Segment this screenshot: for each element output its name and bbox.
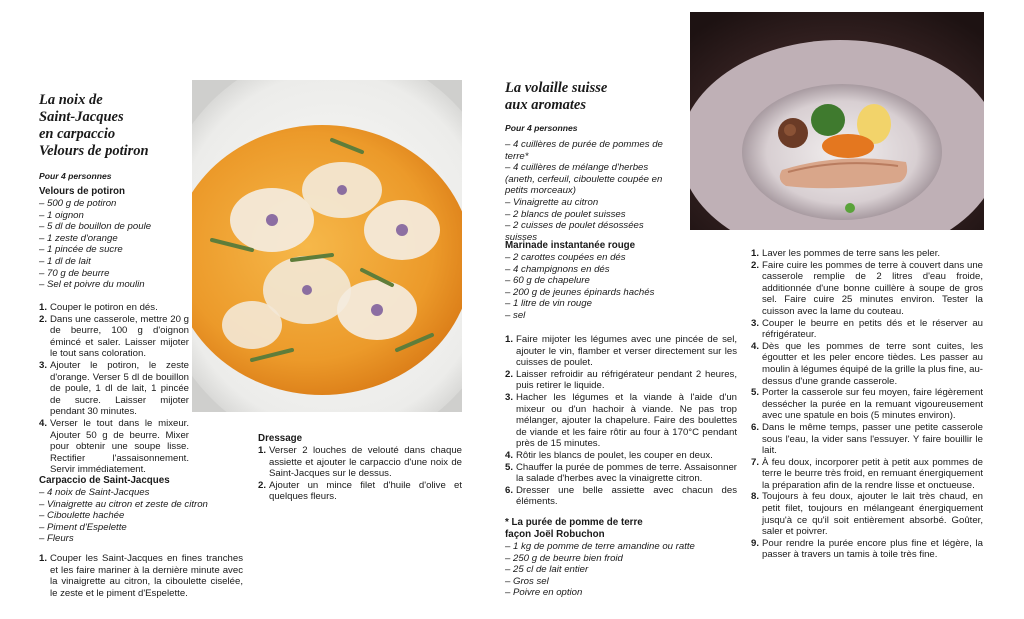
right-serves: Pour 4 personnes <box>505 123 578 133</box>
velours-steps <box>39 302 189 476</box>
dressage-steps <box>258 445 462 503</box>
carpaccio-heading: Carpaccio de Saint-Jacques <box>39 475 170 486</box>
puree-section <box>505 517 737 599</box>
list-item: 2. Dans une casserole, mettre 20 g de beurre, 100 g d'oignon émincé et saler. Laisser mijoter le tout sans coloration. <box>39 313 189 360</box>
list-item: – Gros sel <box>505 576 737 588</box>
carpaccio-section <box>39 475 243 545</box>
list-item: – 70 g de beurre <box>39 268 189 280</box>
list-item: – 4 champignons en dés <box>505 264 705 276</box>
left-serves: Pour 4 personnes <box>39 171 112 181</box>
dressage-heading: Dressage <box>258 433 303 444</box>
list-item: 1. Faire mijoter les légumes avec une pincée de sel, ajouter le vin, flamber et verser directement sur les cuisses de poulet. <box>505 334 737 369</box>
list-item: – 500 g de potiron <box>39 198 189 210</box>
list-item: – 1 dl de lait <box>39 256 189 268</box>
list-item: – 1 zeste d'orange <box>39 233 189 245</box>
list-item: – 1 litre de vin rouge <box>505 298 705 310</box>
list-item: – 4 cuillères de purée de pommes de terre* <box>505 139 677 162</box>
list-item: 4. Dès que les pommes de terre sont cuites, les égoutter et les peler encore tièdes. Les passer au moulin à légumes équipé de la grille la plus fine, au-dessus d'une grande casserole. <box>751 340 983 387</box>
list-item: 8. Toujours à feu doux, ajouter le lait très chaud, en petit filet, toujours en mélangeant énergiquement jusqu'à ce qu'il soit entièrement absorbé. Goûter, saler et poivrer. <box>751 491 983 538</box>
list-item: 6. Dans le même temps, passer une petite casserole sous l'eau, la vider sans l'essuyer. Y faire bouillir le lait. <box>751 421 983 457</box>
list-item: – 4 noix de Saint-Jacques <box>39 487 243 499</box>
list-item: 4. Rôtir les blancs de poulet, les couper en deux. <box>505 449 713 461</box>
velours-ingredients <box>39 198 189 291</box>
list-item: 6. Dresser une belle assiette avec chacun des éléments. <box>505 484 737 508</box>
list-item: – 1 oignon <box>39 210 189 222</box>
carpaccio-photo <box>192 80 462 412</box>
list-item: – 25 cl de lait entier <box>505 564 737 576</box>
list-item: 9. Pour rendre la purée encore plus fine et légère, la passer à travers un tamis à toile très fine. <box>751 537 983 561</box>
plated-chicken-illustration <box>690 12 984 230</box>
list-item: 1. Laver les pommes de terre sans les peler. <box>751 248 941 259</box>
velours-heading: Velours de potiron <box>39 186 126 197</box>
list-item: 1. Verser 2 louches de velouté dans chaque assiette et ajouter le carpaccio d'une noix de Saint-Jacques sur le dessus. <box>258 445 462 480</box>
marinade-heading: Marinade instantanée rouge <box>505 240 636 251</box>
list-item: – Piment d'Espelette <box>39 522 243 534</box>
list-item: – Vinaigrette au citron et zeste de citron <box>39 499 243 511</box>
list-item: – 2 blancs de poulet suisses <box>505 209 677 221</box>
list-item: 3. Ajouter le potiron, le zeste d'orange. Verser 5 dl de bouillon de poule, 1 dl de lait, 1 pincée de sucre. Laisser mijoter pendant 30 minutes. <box>39 359 189 418</box>
right-recipe-title: La volaille suisse aux aromates <box>505 80 608 113</box>
left-recipe-title: La noix de Saint-Jacques en carpaccio Velours de potiron <box>39 92 149 159</box>
list-item: – Sel et poivre du moulin <box>39 279 189 291</box>
list-item: – 5 dl de bouillon de poule <box>39 221 189 233</box>
velours-section <box>39 186 189 291</box>
marinade-ingredients <box>505 252 705 322</box>
list-item: – Vinaigrette au citron <box>505 197 677 209</box>
list-item: – 1 kg de pomme de terre amandine ou ratte <box>505 541 737 553</box>
puree-heading: * La purée de pomme de terre façon Joël Robuchon <box>505 517 643 540</box>
list-item: – 250 g de beurre bien froid <box>505 553 737 565</box>
soup-bowl-illustration <box>192 80 462 412</box>
volaille-ingredients <box>505 139 677 243</box>
list-item: 5. Chauffer la purée de pommes de terre. Assaisonner la salade d'herbes avec la vinaigrette citron. <box>505 461 737 485</box>
list-item: 2. Laisser refroidir au réfrigérateur pendant 2 heures, puis retirer le liquide. <box>505 368 737 392</box>
list-item: 4. Verser le tout dans le mixeur. Ajouter 50 g de beurre. Mixer pour obtenir une soupe lisse. Rectifier l'assaisonnement. Servir immédiatement. <box>39 417 189 476</box>
list-item: 3. Hacher les légumes et la viande à l'aide d'un mixeur ou d'un hachoir à viande. Ne pas trop mélanger, ajouter la chapelure. Faire des boulettes de viande et les faire rôtir au four à 170°C pendant près de 15 minutes. <box>505 391 737 450</box>
list-item: 3. Couper le beurre en petits dés et le réserver au réfrigérateur. <box>751 317 983 341</box>
list-item: – 1 pincée de sucre <box>39 244 189 256</box>
list-item: 2. Ajouter un mince filet d'huile d'olive et quelques fleurs. <box>258 479 462 503</box>
list-item: – sel <box>505 310 705 322</box>
list-item: – 200 g de jeunes épinards hachés <box>505 287 705 299</box>
carpaccio-steps <box>39 553 243 599</box>
marinade-section <box>505 240 705 322</box>
puree-ingredients <box>505 541 737 599</box>
list-item: 1. Couper le potiron en dés. <box>39 302 158 313</box>
list-item: – Poivre en option <box>505 587 737 599</box>
puree-steps <box>751 248 983 561</box>
list-item: – 2 cuisses de poulet désossées suisses <box>505 220 677 243</box>
volaille-photo <box>690 12 984 230</box>
list-item: – Fleurs <box>39 533 243 545</box>
list-item: – 60 g de chapelure <box>505 275 705 287</box>
list-item: 1. Couper les Saint-Jacques en fines tranches et les faire mariner à la dernière minute avec la vinaigrette au citron, la ciboulette ciselée, le zeste et le piment d'Espelette. <box>39 553 243 599</box>
list-item: – Ciboulette hachée <box>39 510 243 522</box>
list-item: 7. À feu doux, incorporer petit à petit aux pommes de terre le beurre très froid, en remuant énergiquement la préparation afin de la rendre lisse et onctueuse. <box>751 456 983 491</box>
carpaccio-ingredients <box>39 487 243 545</box>
list-item: 2. Faire cuire les pommes de terre à couvert dans une casserole remplie de 2 litres d'eau froide, additionnée d'une bonne cuillère à soupe de gros sel. Faire cuire 25 minutes environ. Tester la cuisson avec la lame du couteau. <box>751 259 983 317</box>
volaille-steps <box>505 334 737 508</box>
list-item: 5. Porter la casserole sur feu moyen, faire légèrement dessécher la purée en la remuant vigoureusement avec une spatule en bois (5 minutes environ). <box>751 387 983 422</box>
list-item: – 4 cuillères de mélange d'herbes (aneth, cerfeuil, ciboulette coupée en petits morceaux) <box>505 162 677 197</box>
list-item: – 2 carottes coupées en dés <box>505 252 705 264</box>
